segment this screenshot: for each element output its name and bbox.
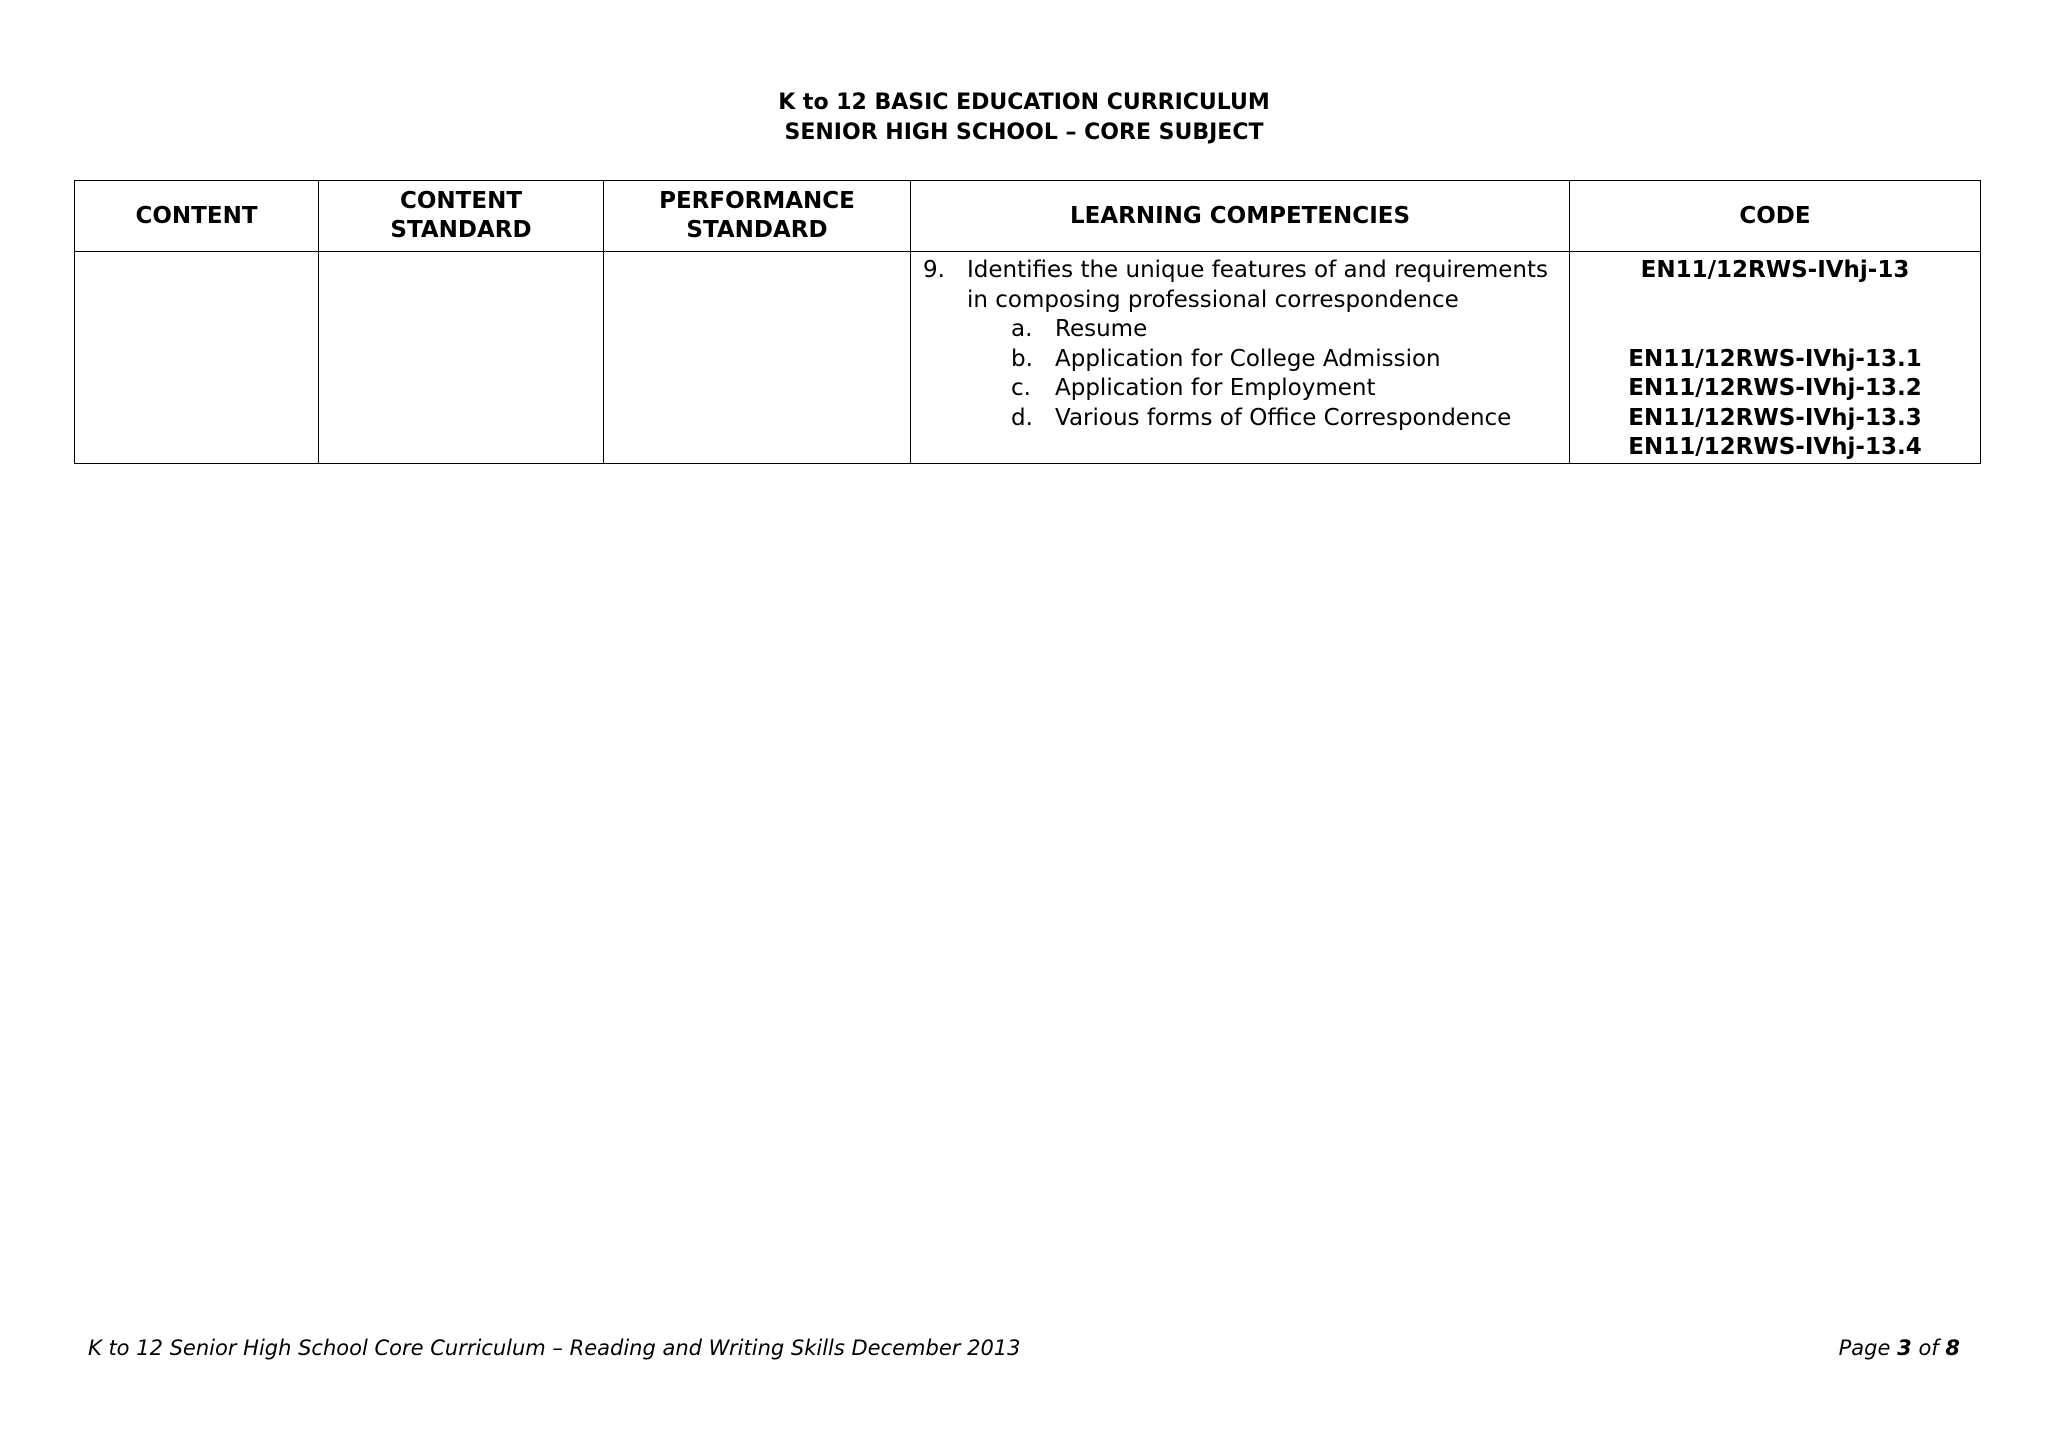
column-header-content-standard bbox=[319, 181, 604, 252]
footer-page-number bbox=[1839, 1336, 1960, 1360]
column-header-content bbox=[75, 181, 319, 252]
list-item bbox=[1011, 374, 1557, 404]
content-standard-cell bbox=[319, 252, 604, 464]
column-header-code-label: CODE bbox=[1739, 202, 1811, 229]
competency-text: Identifies the unique features of and requirements in composing professional correspondence bbox=[967, 257, 1548, 313]
column-header-learning-competencies-label: LEARNING COMPETENCIES bbox=[1069, 202, 1411, 229]
sub-item-letter: c. bbox=[1011, 375, 1031, 401]
sub-item-letter: d. bbox=[1011, 404, 1033, 431]
competency-number: 9. bbox=[923, 257, 945, 283]
document-header bbox=[0, 88, 2048, 148]
page-word: Page bbox=[1838, 1336, 1891, 1360]
column-header-code bbox=[1570, 181, 1981, 252]
column-header-content-standard-line-1: CONTENT bbox=[399, 188, 523, 214]
performance-standard-cell bbox=[604, 252, 911, 464]
code-sub: EN11/12RWS-IVhj-13.3 bbox=[1628, 404, 1922, 431]
code-spacer bbox=[1570, 286, 1980, 316]
page-of: of bbox=[1918, 1336, 1939, 1360]
list-item bbox=[1011, 315, 1557, 345]
column-header-performance-standard-line-1: PERFORMANCE bbox=[659, 188, 855, 214]
sub-item-letter: b. bbox=[1011, 345, 1033, 372]
sub-item-text: Application for College Admission bbox=[1055, 345, 1441, 372]
code-sub: EN11/12RWS-IVhj-13.1 bbox=[1628, 345, 1922, 372]
code-main: EN11/12RWS-IVhj-13 bbox=[1640, 257, 1910, 283]
code-sub: EN11/12RWS-IVhj-13.2 bbox=[1628, 375, 1922, 401]
list-item bbox=[1011, 404, 1557, 434]
column-header-performance-standard bbox=[604, 181, 911, 252]
curriculum-table bbox=[74, 180, 1981, 464]
competency-item bbox=[923, 256, 1557, 315]
code-spacer bbox=[1570, 315, 1980, 345]
sub-item-text: Various forms of Office Correspondence bbox=[1055, 404, 1512, 431]
content-cell bbox=[75, 252, 319, 464]
code-cell bbox=[1570, 252, 1981, 464]
header-title-line-1: K to 12 BASIC EDUCATION CURRICULUM bbox=[778, 90, 1270, 115]
footer-document-title: K to 12 Senior High School Core Curriculum – Reading and Writing Skills December 2013 bbox=[88, 1336, 1021, 1360]
column-header-performance-standard-line-2: STANDARD bbox=[686, 217, 828, 243]
page-total: 8 bbox=[1945, 1336, 1960, 1360]
column-header-content-standard-line-2: STANDARD bbox=[390, 217, 532, 243]
sub-item-text: Resume bbox=[1055, 316, 1148, 342]
sub-item-letter: a. bbox=[1011, 316, 1033, 342]
table-header-row bbox=[75, 181, 1981, 252]
list-item bbox=[1011, 345, 1557, 375]
column-header-learning-competencies bbox=[911, 181, 1570, 252]
sub-item-text: Application for Employment bbox=[1055, 375, 1376, 401]
learning-competencies-cell bbox=[911, 252, 1570, 464]
header-title-line-2: SENIOR HIGH SCHOOL – CORE SUBJECT bbox=[784, 120, 1264, 145]
competency-sub-list bbox=[923, 315, 1557, 433]
column-header-content-label: CONTENT bbox=[135, 202, 258, 229]
code-sub: EN11/12RWS-IVhj-13.4 bbox=[1628, 434, 1922, 460]
table-row bbox=[75, 252, 1981, 464]
page-current: 3 bbox=[1897, 1336, 1912, 1360]
